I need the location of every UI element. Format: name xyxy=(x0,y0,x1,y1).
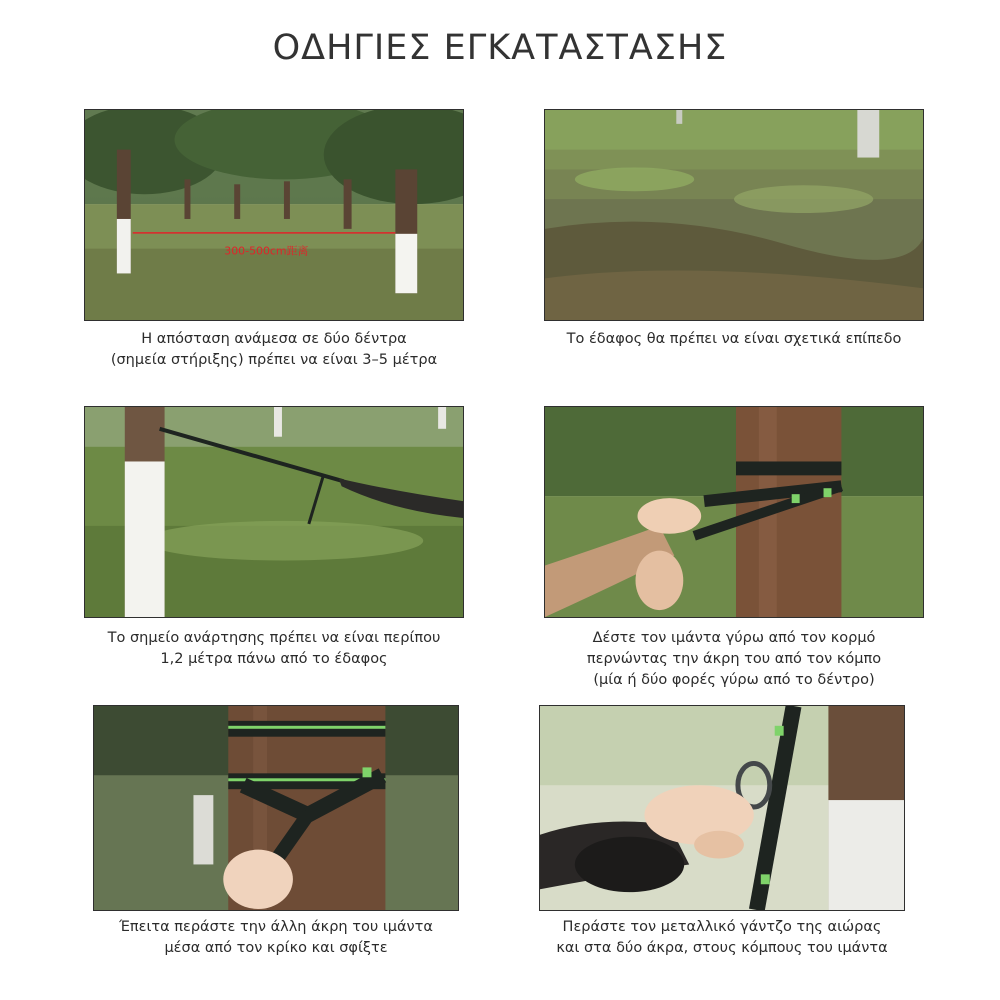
caption-line: Η απόσταση ανάμεσα σε δύο δέντρα xyxy=(141,331,407,347)
caption-line: μέσα από τον κρίκο και σφίξτε xyxy=(164,940,388,956)
step-1-caption xyxy=(84,329,464,371)
caption-line: περνώντας την άκρη του από τον κόμπο xyxy=(586,651,882,667)
caption-line: Περάστε τον μεταλλικό γάντζο της αιώρας xyxy=(562,919,882,935)
caption-line: Δέστε τον ιμάντα γύρω από τον κορμό xyxy=(592,630,876,646)
strap-around-trunk-photo xyxy=(544,406,924,618)
flat-ground-photo xyxy=(544,109,924,321)
step-6-caption xyxy=(522,917,922,959)
step-5-caption xyxy=(76,917,476,959)
park-trees-distance-photo xyxy=(84,109,464,321)
caption-line: Το έδαφος θα πρέπει να είναι σχετικά επίπεδο xyxy=(566,331,902,347)
caption-line: Έπειτα περάστε την άλλη άκρη του ιμάντα xyxy=(119,919,433,935)
strap-through-ring-photo xyxy=(93,705,459,911)
step-4-caption xyxy=(544,628,924,691)
step-3-caption xyxy=(84,628,464,670)
caption-line: Το σημείο ανάρτησης πρέπει να είναι περίπου xyxy=(107,630,441,646)
caption-line: (σημεία στήριξης) πρέπει να είναι 3–5 μέτρα xyxy=(110,352,438,368)
caption-line: (μία ή δύο φορές γύρω από το δέντρο) xyxy=(593,672,875,688)
caption-line: και στα δύο άκρα, στους κόμπους του ιμάντα xyxy=(556,940,888,956)
page-title: ΟΔΗΓΙΕΣ ΕΓΚΑΤΑΣΤΑΣΗΣ xyxy=(272,28,728,68)
caption-line: 1,2 μέτρα πάνω από το έδαφος xyxy=(160,651,388,667)
distance-label: 300-500cm距离 xyxy=(224,244,309,258)
hammock-hanging-photo xyxy=(84,406,464,618)
hook-carabiner-photo xyxy=(539,705,905,911)
step-2-caption xyxy=(544,329,924,350)
